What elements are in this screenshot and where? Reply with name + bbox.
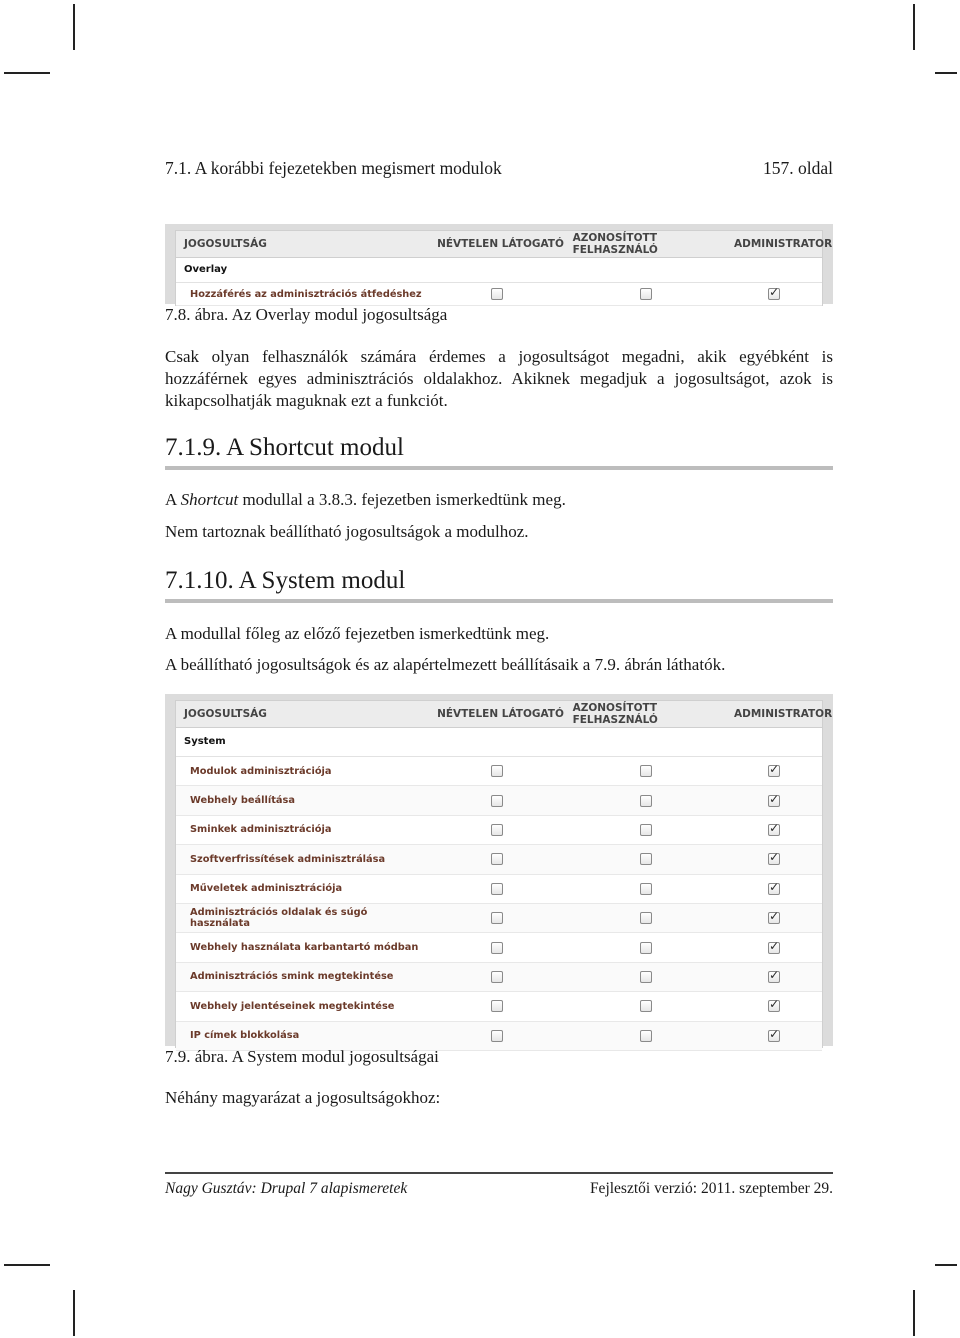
permission-row [176,992,822,1021]
permission-label: Sminkek adminisztrációja [190,824,332,836]
header-permission: JOGOSULTSÁG [184,708,267,720]
checkbox-cell [429,824,565,836]
permission-row [176,963,822,992]
authenticated-checkbox[interactable] [640,853,652,865]
crop-mark [4,1264,50,1266]
checkbox-cell [565,971,726,983]
permission-row [176,786,822,815]
administrator-checkbox[interactable] [768,1030,780,1042]
header-administrator: ADMINISTRATOR [734,238,833,250]
checkbox-cell [726,1000,822,1012]
section-heading-shortcut: 7.1.9. A Shortcut modul [165,434,833,470]
running-head [165,158,833,179]
permission-label: Webhely jelentéseinek megtekintése [190,1000,395,1012]
system-permissions-figure [165,694,833,1046]
authenticated-checkbox[interactable] [640,288,652,300]
checkbox-cell [565,883,726,895]
checkbox-cell [726,765,822,777]
checkbox-cell [726,853,822,865]
checkbox-cell [429,912,565,924]
anonymous-checkbox[interactable] [491,765,503,777]
checkbox-cell [726,942,822,954]
checkbox-cell [726,883,822,895]
section-heading-system: 7.1.10. A System modul [165,567,833,603]
permission-label: Modulok adminisztrációja [190,765,332,777]
anonymous-checkbox[interactable] [491,942,503,954]
module-group-title: Overlay [176,258,822,283]
checkbox-cell [726,824,822,836]
authenticated-checkbox[interactable] [640,912,652,924]
authenticated-checkbox[interactable] [640,1000,652,1012]
text: A [165,490,181,509]
authenticated-checkbox[interactable] [640,795,652,807]
checkbox-cell [565,853,726,865]
crop-mark [73,4,75,50]
administrator-checkbox[interactable] [768,883,780,895]
paragraph: Nem tartoznak beállítható jogosultságok a modulhoz. [165,522,529,541]
checkbox-cell [429,1030,565,1042]
checkbox-cell [429,765,565,777]
checkbox-cell [429,1000,565,1012]
administrator-checkbox[interactable] [768,765,780,777]
administrator-checkbox[interactable] [768,1000,780,1012]
crop-mark [73,1290,75,1336]
page-footer [165,1172,833,1198]
header-permission: JOGOSULTSÁG [184,238,267,250]
checkbox-cell [565,1030,726,1042]
permission-row [176,845,822,874]
authenticated-checkbox[interactable] [640,942,652,954]
permission-label: IP címek blokkolása [190,1030,300,1042]
checkbox-cell [429,883,565,895]
checkbox-cell [565,824,726,836]
checkbox-cell [565,288,726,300]
administrator-checkbox[interactable] [768,971,780,983]
checkbox-cell [429,853,565,865]
checkbox-cell [726,288,822,300]
figure-caption: 7.9. ábra. A System modul jogosultságai [165,1047,439,1066]
administrator-checkbox[interactable] [768,795,780,807]
authenticated-checkbox[interactable] [640,971,652,983]
administrator-checkbox[interactable] [768,288,780,300]
checkbox-cell [565,1000,726,1012]
checkbox-cell [726,1030,822,1042]
permission-label: Adminisztrációs oldalak és súgó használata [190,907,368,930]
table-header [176,231,833,258]
text: modullal a 3.8.3. fejezetben ismerkedtünk meg. [238,490,566,509]
anonymous-checkbox[interactable] [491,1000,503,1012]
page-number: 157. oldal [763,158,833,178]
header-authenticated: AZONOSÍTOTT FELHASZNÁLÓ [572,702,658,726]
permission-label: Hozzáférés az adminisztrációs átfedéshez [190,288,422,300]
permission-label: Adminisztrációs smink megtekintése [190,971,394,983]
paragraph: Csak olyan felhasználók számára érdemes a jogosultságot megadni, akik egyébként is hozzáférnek egyes adminisztrációs oldalakhoz. Akiknek megadjuk a jogosultságot, azok is kikapcsolhatják maguknak ezt a funkciót. [165,347,833,410]
checkbox-cell [565,765,726,777]
checkbox-cell [565,795,726,807]
anonymous-checkbox[interactable] [491,288,503,300]
paragraph [165,489,833,511]
overlay-permissions-figure [165,224,833,304]
anonymous-checkbox[interactable] [491,853,503,865]
authenticated-checkbox[interactable] [640,824,652,836]
checkbox-cell [726,795,822,807]
paragraph: Néhány magyarázat a jogosultságokhoz: [165,1088,441,1107]
permission-label: Szoftverfrissítések adminisztrálása [190,853,386,865]
anonymous-checkbox[interactable] [491,824,503,836]
authenticated-checkbox[interactable] [640,765,652,777]
header-administrator: ADMINISTRATOR [734,708,833,720]
checkbox-cell [429,971,565,983]
anonymous-checkbox[interactable] [491,971,503,983]
checkbox-cell [429,942,565,954]
checkbox-cell [429,795,565,807]
permission-row [176,904,822,933]
authenticated-checkbox[interactable] [640,1030,652,1042]
anonymous-checkbox[interactable] [491,883,503,895]
header-anonymous: NÉVTELEN LÁTOGATÓ [437,708,564,720]
table-header [176,701,833,728]
footer-version: Fejlesztői verzió: 2011. szeptember 29. [589,1180,833,1197]
footer-author: Nagy Gusztáv: Drupal 7 alapismeretek [165,1180,408,1197]
permission-row [176,757,822,786]
administrator-checkbox[interactable] [768,912,780,924]
header-anonymous: NÉVTELEN LÁTOGATÓ [437,238,564,250]
running-head-title: 7.1. A korábbi fejezetekben megismert modulok [165,158,502,178]
paragraph: A modullal főleg az előző fejezetben ismerkedtünk meg. [165,624,550,643]
authenticated-checkbox[interactable] [640,883,652,895]
permission-row [176,875,822,904]
checkbox-cell [565,942,726,954]
permission-row [176,283,822,306]
checkbox-cell [726,971,822,983]
permission-label: Műveletek adminisztrációja [190,883,343,895]
permission-label: Webhely használata karbantartó módban [190,942,419,954]
crop-mark [4,72,50,74]
figure-caption: 7.8. ábra. Az Overlay modul jogosultsága [165,305,448,324]
administrator-checkbox[interactable] [768,853,780,865]
permission-label: Webhely beállítása [190,795,295,807]
checkbox-cell [429,288,565,300]
administrator-checkbox[interactable] [768,824,780,836]
crop-mark [913,4,915,50]
anonymous-checkbox[interactable] [491,795,503,807]
permission-row [176,816,822,845]
paragraph: A beállítható jogosultságok és az alapértelmezett beállításaik a 7.9. ábrán láthatók. [165,655,726,674]
anonymous-checkbox[interactable] [491,1030,503,1042]
permission-row [176,933,822,962]
crop-mark [935,72,957,74]
module-group-title: System [176,728,822,757]
anonymous-checkbox[interactable] [491,912,503,924]
module-name: Shortcut [180,490,239,509]
checkbox-cell [565,912,726,924]
crop-mark [913,1290,915,1336]
checkbox-cell [726,912,822,924]
header-authenticated: AZONOSÍTOTT FELHASZNÁLÓ [572,232,658,256]
crop-mark [935,1264,957,1266]
administrator-checkbox[interactable] [768,942,780,954]
